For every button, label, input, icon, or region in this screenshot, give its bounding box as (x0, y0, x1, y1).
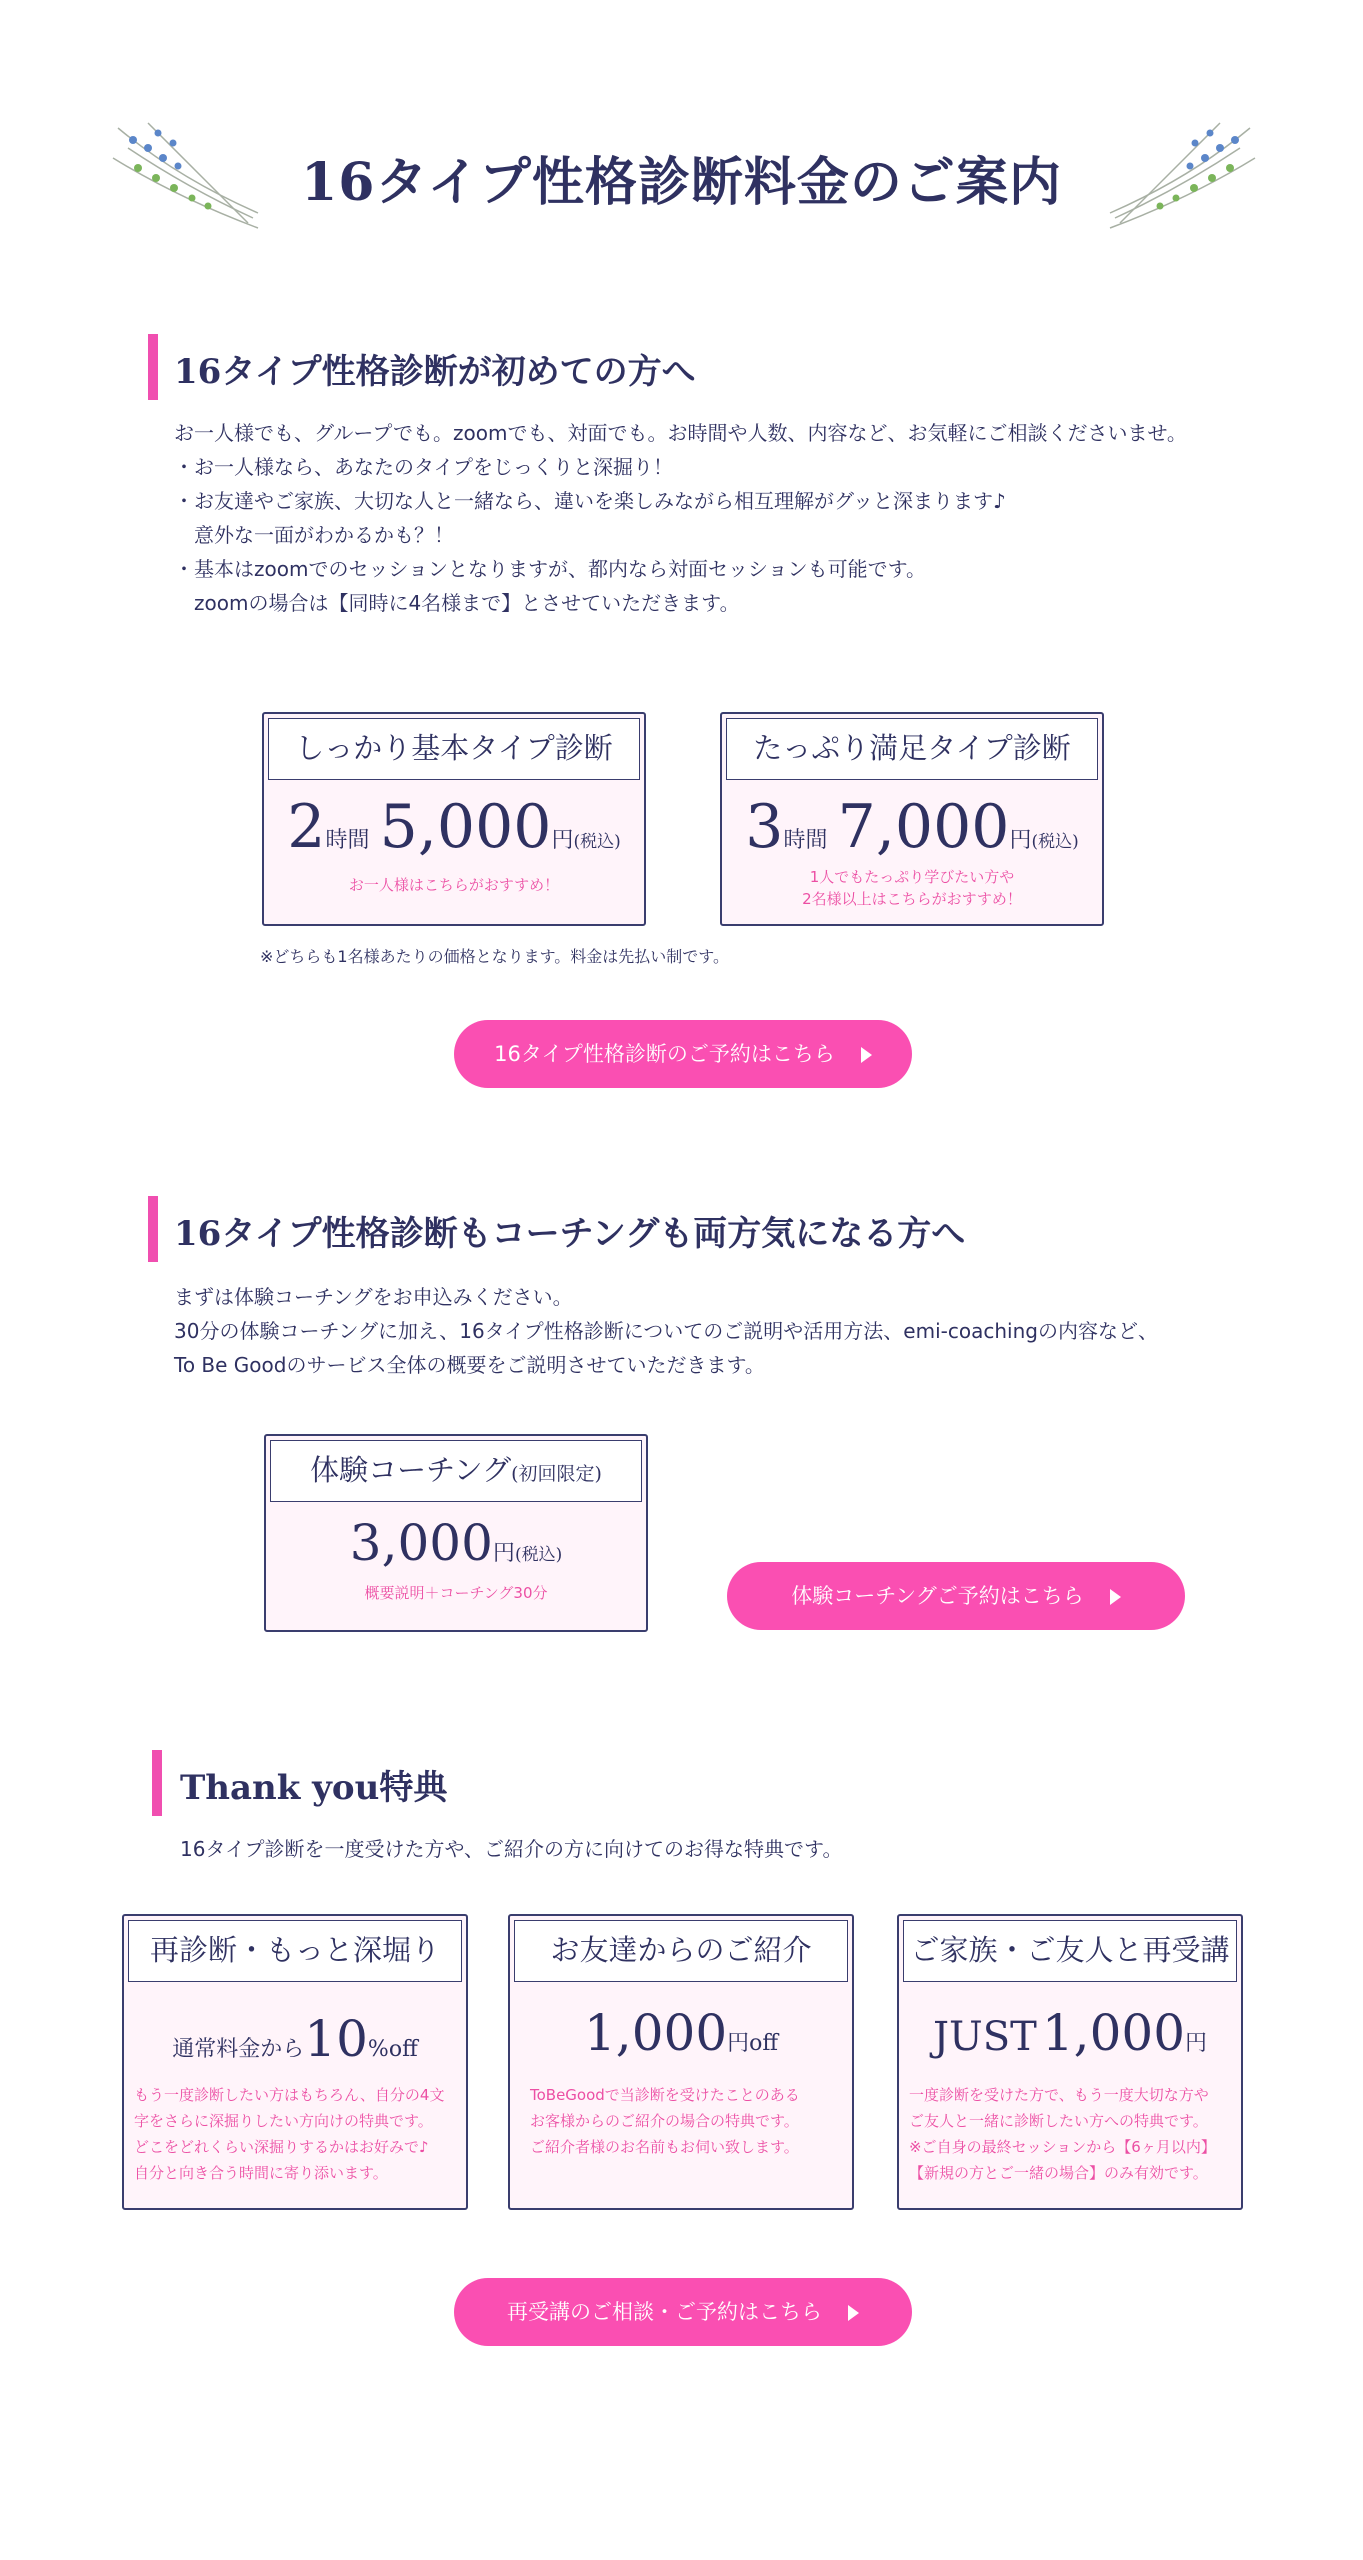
plan-card-note: 1人でもたっぷり学びたい方や 2名様以上はこちらがおすすめ！ (802, 868, 1022, 908)
perk-card-referral (508, 1914, 854, 2210)
section1-line: ・お一人様なら、あなたのタイプをじっくりと深掘り！ (174, 455, 673, 479)
perk-card-title: ご家族・ご友人と再受講 (903, 1920, 1237, 1982)
section1-title: 16タイプ性格診断が初めての方へ (174, 352, 696, 392)
perk-card-note: 一度診断を受けた方で、もう一度大切な方や ご友人と一緒に診断したい方への特典です。 ※ご自身の最終セッションから【6ヶ月以内】 【新規の方とご一緒の場合】のみ有効です。 (909, 2086, 1216, 2182)
play-arrow-icon (1110, 1589, 1121, 1605)
section2-line: まずは体験コーチングをお申込みください。 (174, 1285, 573, 1309)
plan-card-title: たっぷり満足タイプ診断 (726, 718, 1098, 780)
section1-line: ・基本はzoomでのセッションとなりますが、都内なら対面セッションも可能です。 (174, 557, 927, 581)
section1-line: 意外な一面がわかるかも？！ (174, 523, 454, 547)
retake-booking-button[interactable]: 再受講のご相談・ご予約はこちら (454, 2278, 912, 2346)
price-footnote: ※どちらも1名様あたりの価格となります。料金は先払い制です。 (260, 947, 730, 966)
perk-card-price: 通常料金から10%off (172, 2010, 418, 2068)
trial-coaching-card (264, 1434, 648, 1632)
section3-lead: 16タイプ診断を一度受けた方や、ご紹介の方に向けてのお得な特典です。 (180, 1837, 843, 1861)
trial-coaching-booking-button[interactable]: 体験コーチングご予約はこちら (727, 1562, 1185, 1630)
perk-card-price: 1,000円off (583, 2004, 779, 2062)
perk-card-price: JUST 1,000円 (932, 2004, 1208, 2062)
perk-card-note: ToBeGoodで当診断を受けたことのある お客様からのご紹介の場合の特典です。 ご紹介者様のお名前もお伺い致します。 (530, 2086, 800, 2156)
section1-line: zoomの場合は【同時に4名様まで】とさせていただきます。 (174, 591, 740, 615)
trial-card-note: 概要説明＋コーチング30分 (364, 1584, 548, 1602)
plan-card-premium (720, 712, 1104, 926)
play-arrow-icon (848, 2305, 859, 2321)
section1-line: お一人様でも、グループでも。zoomでも、対面でも。お時間や人数、内容など、お気軽にご相談くださいませ。 (174, 421, 1187, 445)
diagnosis-booking-button[interactable]: 16タイプ性格診断のご予約はこちら (454, 1020, 912, 1088)
plan-card-price: 2時間 5,000円(税込) (287, 792, 621, 862)
section2-line: 30分の体験コーチングに加え、16タイプ性格診断についてのご説明や活用方法、emi-coachingの内容など、 (174, 1319, 1158, 1343)
plan-card-note: お一人様はこちらがおすすめ！ (348, 876, 560, 894)
plan-card-basic (262, 712, 646, 926)
perk-card-note: もう一度診断したい方はもちろん、自分の4文 字をさらに深掘りしたい方向けの特典です。 どこをどれくらい深掘りするかはお好みで♪ 自分と向き合う時間に寄り添います。 (134, 2086, 445, 2182)
perk-card-rediagnosis (122, 1914, 468, 2210)
section2-accent-bar (148, 1196, 158, 1262)
trial-card-price: 3,000円(税込) (349, 1514, 563, 1572)
perk-card-title: お友達からのご紹介 (514, 1920, 848, 1982)
play-arrow-icon (861, 1047, 872, 1063)
plan-card-title: しっかり基本タイプ診断 (268, 718, 640, 780)
perk-card-title: 再診断・もっと深堀り (128, 1920, 462, 1982)
trial-card-title: 体験コーチング(初回限定) (270, 1440, 642, 1502)
section3-title: Thank you特典 (180, 1768, 448, 1808)
perk-card-family-retake (897, 1914, 1243, 2210)
section3-accent-bar (152, 1750, 162, 1816)
section1-line: ・お友達やご家族、大切な人と一緒なら、違いを楽しみながら相互理解がグッと深まります♪ (174, 489, 1006, 513)
section2-line: To Be Goodのサービス全体の概要をご説明させていただきます。 (174, 1353, 765, 1377)
section1-accent-bar (148, 334, 158, 400)
section1-body (174, 416, 1187, 620)
plan-card-price: 3時間 7,000円(税込) (745, 792, 1079, 862)
section2-body (174, 1280, 1158, 1382)
section2-title: 16タイプ性格診断もコーチングも両方気になる方へ (174, 1214, 966, 1254)
page-title: 16タイプ性格診断料金のご案内 (301, 152, 1062, 213)
